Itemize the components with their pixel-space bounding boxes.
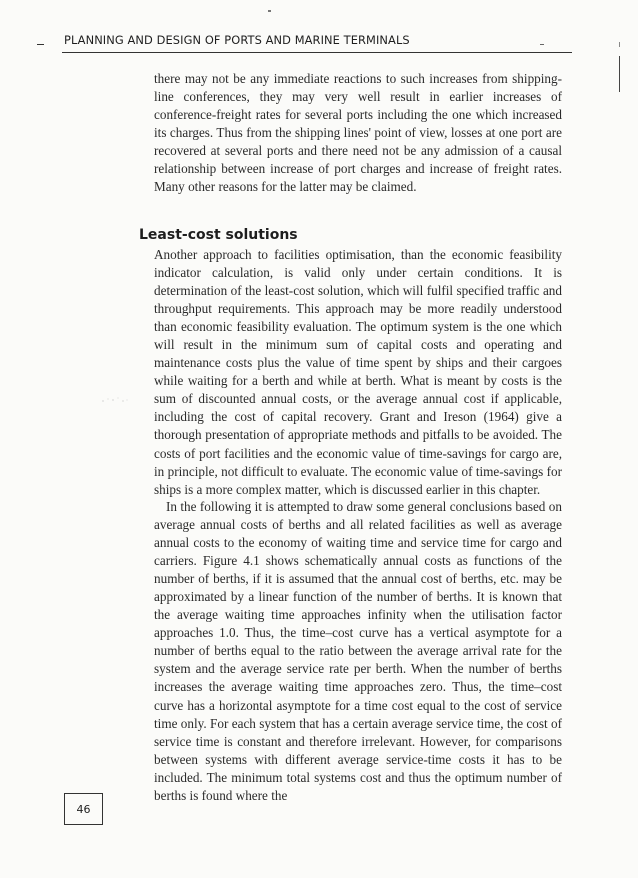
paragraph-continuation: there may not be any immediate reactions to such increases from shipping-line conferences, they may very well result in earlier increases of conference-freight rates for several ports including the one which increased its charges. Thus from the shipping lines' point of view, losses at one port are recovered at several ports and there need not be any admission of a causal relationship between increase of port charges and increase of freight rates. Many other reasons for the latter may be claimed. <box>154 71 562 195</box>
page-number-box <box>64 793 103 825</box>
scan-mark <box>268 10 271 12</box>
margin-bar <box>619 56 620 92</box>
paragraph-least-cost-berths: In the following it is attempted to draw some general conclusions based on average annual costs of berths and all related facilities as well as average annual costs to the economy of waiting time and service time for cargo and carriers. Figure 4.1 shows schematically annual costs as functions of the number of berths, if it is assumed that the annual cost of berths, etc. may be approximated by a linear function of the number of berths. It is known that the average waiting time approaches infinity when the utilisation factor approaches 1.0. Thus, the time–cost curve has a vertical asymptote for a number of berths equal to the ratio between the average arrival rate for the system and the average service rate per berth. When the number of berths increases the average waiting time approaches zero. Thus, the time–cost curve has a horizontal asymptote for a time cost equal to the cost of service time only. For each system that has a certain average service time, the cost of service time is constant and therefore irrelevant. However, for comparisons between systems with different average service-time costs it has to be included. The minimum total systems cost and thus the optimum number of berths is found where the <box>154 499 562 803</box>
margin-tick <box>619 42 620 47</box>
margin-dash-small <box>540 44 544 45</box>
paragraph-least-cost-intro: Another approach to facilities optimisation, than the economic feasibility indicator calculation, is valid only under certain conditions. It is determination of the least-cost solution, which will fulfil specified traffic and throughput requirements. This approach may be more readily understood than economic feasibility evaluation. The optimum system is the one which will result in the minimum sum of capital costs and operating and maintenance costs plus the value of time spent by ships and their cargoes while waiting for a berth and while at berth. What is meant by costs is the sum of discounted annual costs, or the average annual cost if applicable, including the cost of capital recovery. Grant and Ireson (1964) give a thorough presentation of appropriate methods and pitfalls to be avoided. The costs of port facilities and the economic value of time-savings for cargo are, in principle, not difficult to evaluate. The economic value of time-savings for ships is a more complex matter, which is discussed earlier in this chapter. <box>154 247 562 497</box>
scan-speckle <box>100 395 130 405</box>
section-heading: Least-cost solutions <box>139 227 298 243</box>
page-number: 46 <box>76 802 91 816</box>
header-rule <box>62 52 572 53</box>
running-head: PLANNING AND DESIGN OF PORTS AND MARINE TERMINALS <box>64 33 410 47</box>
margin-dash <box>37 44 44 45</box>
